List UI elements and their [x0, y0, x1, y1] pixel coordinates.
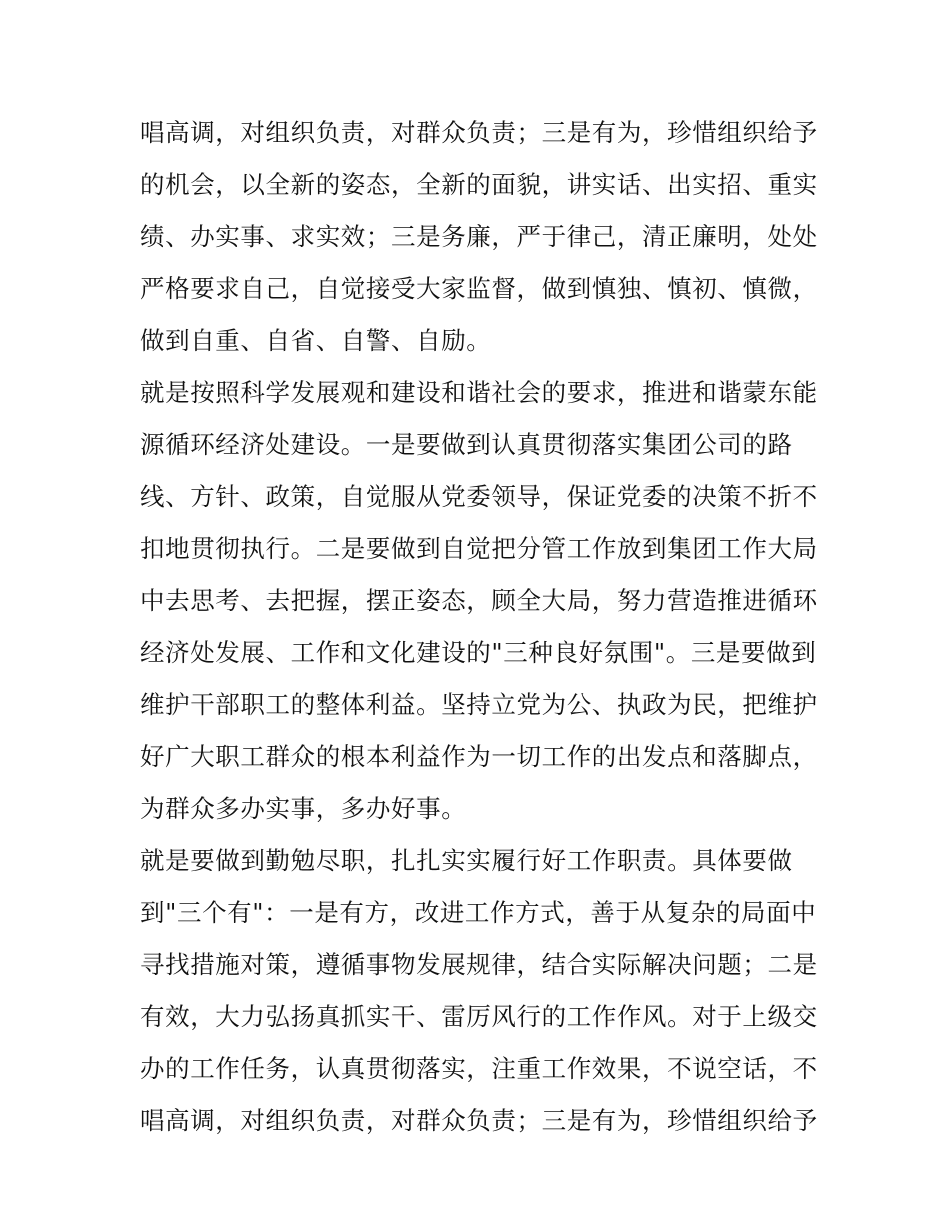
text-line: 就是按照科学发展观和建设和谐社会的要求，推进和谐蒙东能: [140, 378, 818, 407]
text-line: 的机会，以全新的姿态，全新的面貌，讲实话、出实招、重实: [140, 170, 818, 199]
text-line: 好广大职工群众的根本利益作为一切工作的出发点和落脚点，: [140, 742, 818, 771]
paragraph-2: [140, 367, 820, 835]
text-line: 源循环经济处建设。一是要做到认真贯彻落实集团公司的路: [140, 430, 793, 459]
text-line: 寻找措施对策，遵循事物发展规律，结合实际解决问题；二是: [140, 950, 818, 979]
text-line: 绩、办实事、求实效；三是务廉，严于律己，清正廉明，处处: [140, 222, 818, 251]
paragraph-1: [140, 107, 820, 367]
paragraph-3: [140, 835, 820, 1147]
text-line: 中去思考、去把握，摆正姿态，顾全大局，努力营造推进循环: [140, 586, 818, 615]
text-line: 有效，大力弘扬真抓实干、雷厉风行的工作作风。对于上级交: [140, 1002, 818, 1031]
document-body: [140, 107, 820, 1147]
text-line: 维护干部职工的整体利益。坚持立党为公、执政为民，把维护: [140, 690, 818, 719]
text-line: 办的工作任务，认真贯彻落实，注重工作效果，不说空话，不: [140, 1054, 818, 1083]
text-line: 就是要做到勤勉尽职，扎扎实实履行好工作职责。具体要做: [140, 846, 793, 875]
text-line: 做到自重、自省、自警、自励。: [140, 326, 492, 355]
text-line: 到"三个有"：一是有方，改进工作方式，善于从复杂的局面中: [140, 898, 817, 927]
text-line: 经济处发展、工作和文化建设的"三种良好氛围"。三是要做到: [140, 638, 817, 667]
text-line: 为群众多办实事，多办好事。: [140, 794, 467, 823]
text-line: 严格要求自己，自觉接受大家监督，做到慎独、慎初、慎微，: [140, 274, 818, 303]
text-line: 唱高调，对组织负责，对群众负责；三是有为，珍惜组织给予: [140, 1106, 818, 1135]
text-line: 唱高调，对组织负责，对群众负责；三是有为，珍惜组织给予: [140, 118, 818, 147]
text-line: 线、方针、政策，自觉服从党委领导，保证党委的决策不折不: [140, 482, 818, 511]
text-line: 扣地贯彻执行。二是要做到自觉把分管工作放到集团工作大局: [140, 534, 818, 563]
